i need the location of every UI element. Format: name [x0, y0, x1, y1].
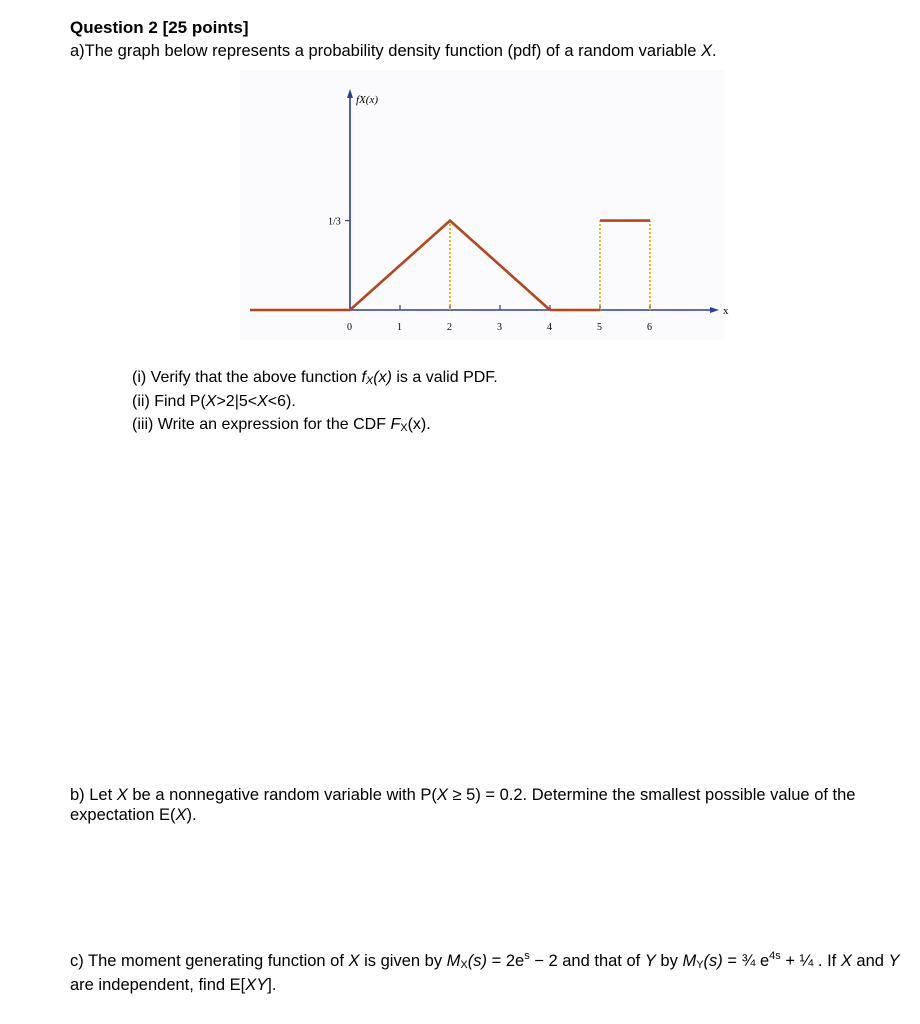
x-tick-label: 6 [647, 322, 652, 333]
x-axis-label: x [723, 305, 729, 317]
part-b: b) Let X be a nonnegative random variable with P(X ≥ 5) = 0.2. Determine the smallest possible value of the expectation E(X). [70, 786, 856, 824]
y-axis-label: fX(x) [356, 94, 378, 106]
pdf-chart-svg [240, 70, 729, 340]
x-tick-label: 3 [497, 322, 502, 333]
pdf-graph [240, 70, 729, 340]
x-tick-label: 2 [447, 322, 452, 333]
x-tick-label: 5 [597, 322, 602, 333]
part-c: c) The moment generating function of X is given by $MX(s) = 2e^s - 2$ and that of Y by MY(s) = ¾ $e^{4s}$ + ¼ . If X and Y are independent, find E[XY]. [70, 950, 900, 994]
x-tick-label: 0 [347, 322, 352, 333]
x-tick-label: 1 [397, 322, 402, 333]
part-a-i: (i) Verify that the above function fX(x) is a valid PDF. [132, 369, 498, 387]
part-a-iii: (iii) Write an expression for the CDF FX(x). [132, 416, 431, 434]
y-tick-label: 1/3 [328, 216, 341, 228]
question-title: Question 2 [25 points] [70, 18, 249, 37]
x-tick-label: 4 [547, 322, 552, 333]
graph-background [240, 70, 725, 340]
part-a-intro: a)The graph below represents a probability density function (pdf) of a random variable X. [70, 42, 717, 60]
part-a-ii: (ii) Find P(X>2|5<X<6). [132, 393, 296, 410]
